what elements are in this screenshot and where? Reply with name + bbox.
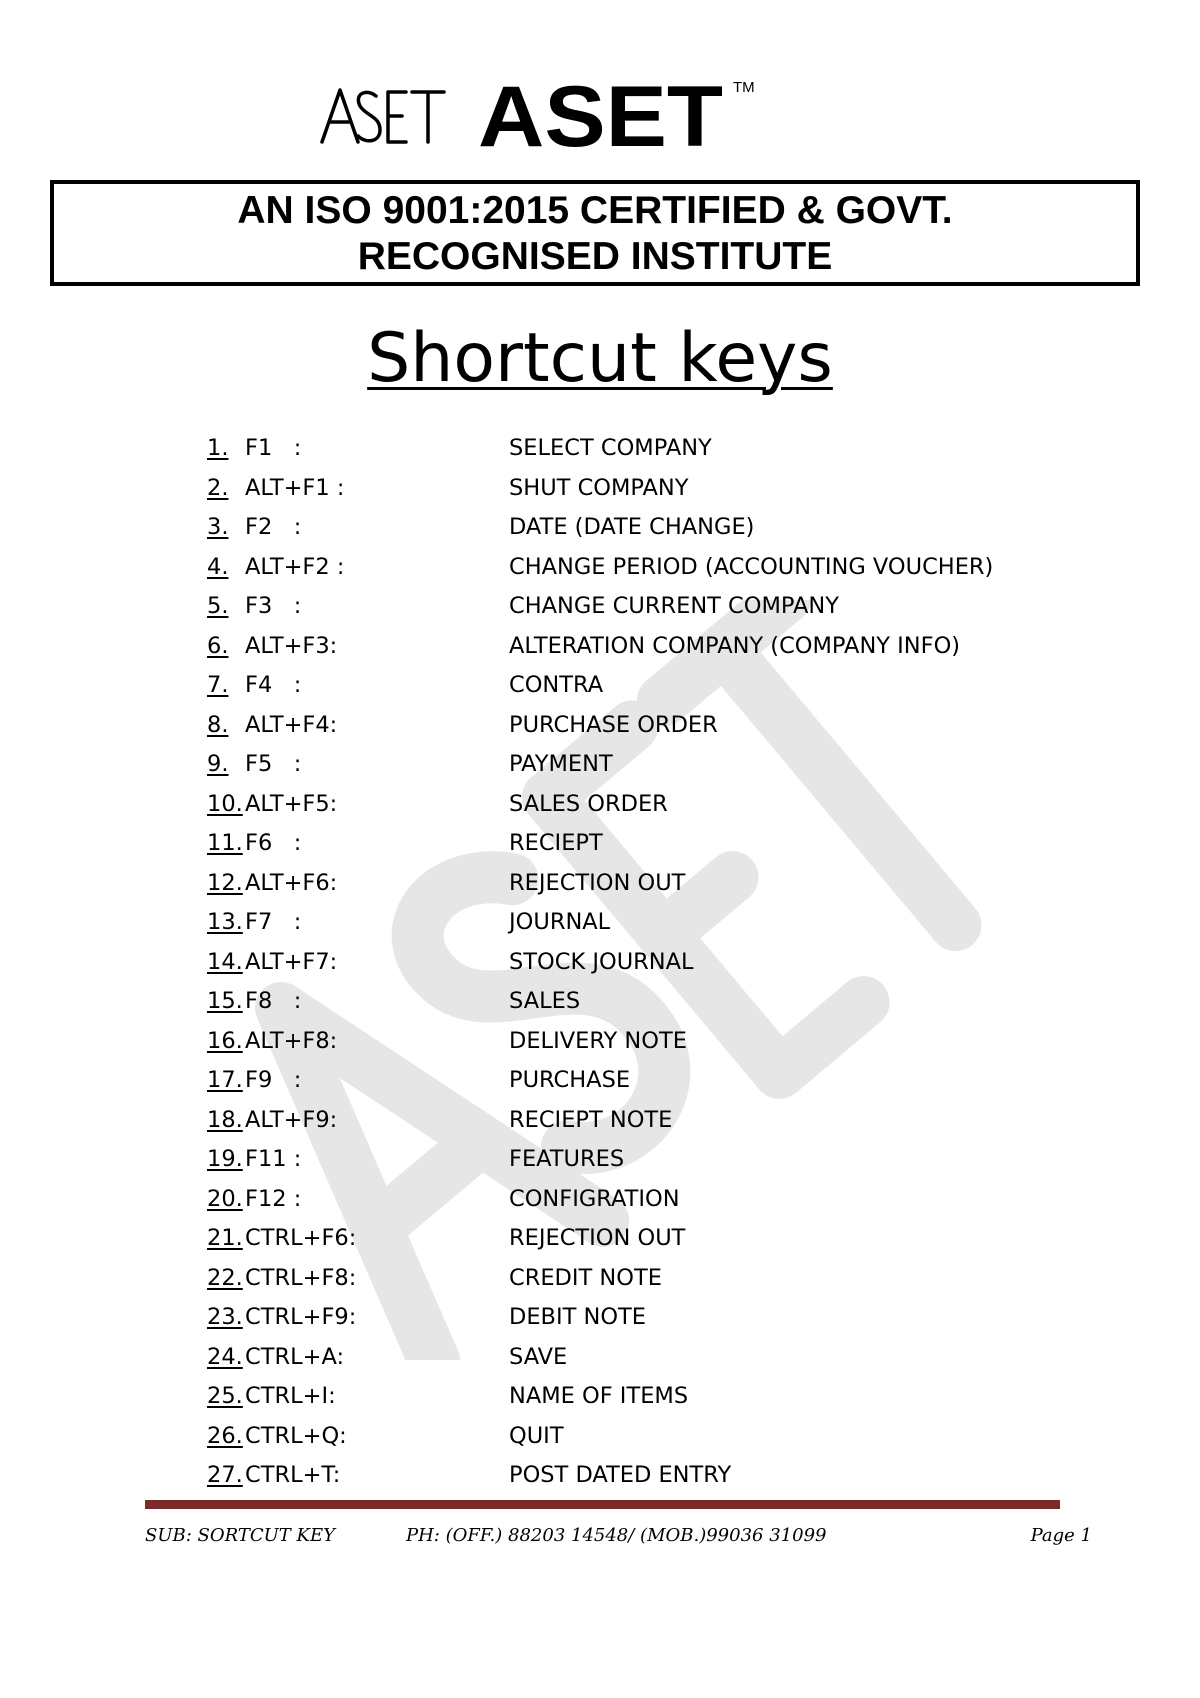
shortcut-number: 15. bbox=[207, 988, 243, 1014]
footer-phone: PH: (OFF.) 88203 14548/ (MOB.)99036 31099 bbox=[406, 1525, 827, 1546]
shortcut-action: SAVE bbox=[509, 1343, 568, 1370]
shortcut-row bbox=[207, 666, 1107, 706]
shortcut-row bbox=[207, 1061, 1107, 1101]
shortcut-row bbox=[207, 864, 1107, 904]
shortcut-key: ALT+F2 : bbox=[245, 553, 345, 580]
shortcut-number: 11. bbox=[207, 830, 243, 856]
shortcut-number: 12. bbox=[207, 869, 243, 896]
shortcut-action: SALES ORDER bbox=[509, 790, 668, 817]
shortcut-key: F3 : bbox=[245, 593, 302, 619]
shortcut-number: 14. bbox=[207, 948, 243, 975]
shortcut-action: DEBIT NOTE bbox=[509, 1304, 647, 1330]
shortcut-action: SELECT COMPANY bbox=[509, 435, 712, 461]
shortcut-action: REJECTION OUT bbox=[509, 869, 686, 896]
shortcut-action: STOCK JOURNAL bbox=[509, 948, 694, 975]
shortcut-number: 25. bbox=[207, 1383, 243, 1409]
page-title: Shortcut keys bbox=[367, 319, 833, 398]
shortcut-action: SALES bbox=[509, 988, 581, 1014]
shortcut-number: 4. bbox=[207, 553, 229, 580]
shortcut-row bbox=[207, 1101, 1107, 1141]
shortcut-key: CTRL+Q: bbox=[245, 1422, 347, 1449]
shortcut-row bbox=[207, 1417, 1107, 1457]
page-footer bbox=[0, 1521, 1200, 1551]
shortcut-key: F2 : bbox=[245, 514, 302, 540]
logo-wordmark: ASET bbox=[478, 74, 723, 162]
shortcut-row bbox=[207, 469, 1107, 509]
shortcut-action: RECIEPT bbox=[509, 830, 603, 856]
aset-brand-logo bbox=[478, 74, 768, 162]
shortcut-key: F11 : bbox=[245, 1146, 302, 1172]
shortcut-action: CHANGE CURRENT COMPANY bbox=[509, 593, 839, 619]
shortcut-number: 17. bbox=[207, 1067, 243, 1093]
shortcut-row bbox=[207, 706, 1107, 746]
shortcut-key: F4 : bbox=[245, 672, 302, 698]
shortcut-number: 3. bbox=[207, 514, 229, 540]
shortcut-number: 19. bbox=[207, 1146, 243, 1172]
certification-line-1: AN ISO 9001:2015 CERTIFIED & GOVT. bbox=[237, 189, 953, 232]
shortcut-row bbox=[207, 824, 1107, 864]
shortcut-row bbox=[207, 627, 1107, 667]
certification-box bbox=[50, 180, 1140, 286]
shortcut-key: ALT+F6: bbox=[245, 869, 338, 896]
shortcut-key: F8 : bbox=[245, 988, 302, 1014]
shortcut-action: CONFIGRATION bbox=[509, 1185, 680, 1212]
shortcut-row bbox=[207, 1259, 1107, 1299]
shortcut-row bbox=[207, 785, 1107, 825]
shortcut-action: POST DATED ENTRY bbox=[509, 1462, 732, 1488]
shortcut-number: 2. bbox=[207, 474, 229, 501]
shortcut-action: ALTERATION COMPANY (COMPANY INFO) bbox=[509, 632, 961, 659]
shortcut-number: 26. bbox=[207, 1422, 243, 1449]
shortcut-number: 22. bbox=[207, 1264, 243, 1291]
shortcut-row bbox=[207, 1298, 1107, 1338]
shortcut-row bbox=[207, 429, 1107, 469]
shortcut-number: 18. bbox=[207, 1106, 243, 1133]
shortcut-key: ALT+F5: bbox=[245, 790, 338, 817]
shortcut-key: ALT+F1 : bbox=[245, 474, 345, 501]
shortcut-row bbox=[207, 1022, 1107, 1062]
shortcut-row bbox=[207, 1456, 1107, 1496]
shortcut-number: 10. bbox=[207, 790, 243, 817]
shortcut-row bbox=[207, 1219, 1107, 1259]
shortcut-key: F1 : bbox=[245, 435, 302, 461]
shortcut-action: DATE (DATE CHANGE) bbox=[509, 514, 755, 540]
shortcut-action: PURCHASE ORDER bbox=[509, 711, 718, 738]
shortcut-row bbox=[207, 1140, 1107, 1180]
shortcut-action: CHANGE PERIOD (ACCOUNTING VOUCHER) bbox=[509, 553, 994, 580]
shortcut-number: 23. bbox=[207, 1304, 243, 1330]
shortcut-key: ALT+F3: bbox=[245, 632, 338, 659]
shortcut-key: F7 : bbox=[245, 909, 302, 935]
shortcut-key: F6 : bbox=[245, 830, 302, 856]
shortcut-key: F9 : bbox=[245, 1067, 302, 1093]
shortcut-number: 1. bbox=[207, 435, 229, 461]
shortcut-action: FEATURES bbox=[509, 1146, 625, 1172]
shortcut-number: 7. bbox=[207, 672, 229, 698]
shortcut-row bbox=[207, 943, 1107, 983]
shortcut-row bbox=[207, 548, 1107, 588]
shortcut-key: ALT+F8: bbox=[245, 1027, 338, 1054]
shortcut-action: DELIVERY NOTE bbox=[509, 1027, 687, 1054]
shortcut-number: 8. bbox=[207, 711, 229, 738]
shortcut-row bbox=[207, 508, 1107, 548]
footer-page-number: Page 1 bbox=[1030, 1525, 1092, 1546]
header-logos bbox=[318, 74, 778, 164]
trademark-symbol: TM bbox=[733, 79, 755, 96]
shortcut-number: 24. bbox=[207, 1343, 243, 1370]
certification-line-2: RECOGNISED INSTITUTE bbox=[357, 235, 833, 278]
shortcut-action: JOURNAL bbox=[509, 909, 611, 935]
shortcut-action: QUIT bbox=[509, 1422, 564, 1449]
shortcut-key: CTRL+F8: bbox=[245, 1264, 357, 1291]
shortcut-action: CREDIT NOTE bbox=[509, 1264, 662, 1291]
shortcut-key: F5 : bbox=[245, 751, 302, 777]
shortcut-key: F12 : bbox=[245, 1185, 302, 1212]
shortcut-row bbox=[207, 587, 1107, 627]
shortcut-list bbox=[207, 429, 1107, 1496]
shortcut-key: ALT+F4: bbox=[245, 711, 338, 738]
shortcut-row bbox=[207, 903, 1107, 943]
shortcut-key: CTRL+I: bbox=[245, 1383, 336, 1409]
shortcut-number: 21. bbox=[207, 1225, 243, 1251]
shortcut-row bbox=[207, 1377, 1107, 1417]
shortcut-number: 27. bbox=[207, 1462, 243, 1488]
shortcut-key: CTRL+A: bbox=[245, 1343, 345, 1370]
shortcut-number: 13. bbox=[207, 909, 243, 935]
shortcut-key: ALT+F7: bbox=[245, 948, 338, 975]
shortcut-key: CTRL+T: bbox=[245, 1462, 341, 1488]
shortcut-number: 5. bbox=[207, 593, 229, 619]
shortcut-action: RECIEPT NOTE bbox=[509, 1106, 673, 1133]
shortcut-action: PAYMENT bbox=[509, 751, 613, 777]
shortcut-number: 6. bbox=[207, 632, 229, 659]
shortcut-action: PURCHASE bbox=[509, 1067, 631, 1093]
shortcut-number: 20. bbox=[207, 1185, 243, 1212]
aset-outline-logo bbox=[318, 84, 446, 148]
shortcut-key: CTRL+F9: bbox=[245, 1304, 357, 1330]
shortcut-row bbox=[207, 1180, 1107, 1220]
shortcut-action: CONTRA bbox=[509, 672, 604, 698]
shortcut-row bbox=[207, 1338, 1107, 1378]
shortcut-row bbox=[207, 745, 1107, 785]
shortcut-number: 16. bbox=[207, 1027, 243, 1054]
footer-subject: SUB: SORTCUT KEY bbox=[145, 1525, 335, 1546]
shortcut-action: REJECTION OUT bbox=[509, 1225, 686, 1251]
shortcut-key: ALT+F9: bbox=[245, 1106, 338, 1133]
shortcut-action: SHUT COMPANY bbox=[509, 474, 689, 501]
shortcut-number: 9. bbox=[207, 751, 229, 777]
footer-divider bbox=[145, 1500, 1060, 1509]
shortcut-key: CTRL+F6: bbox=[245, 1225, 357, 1251]
shortcut-action: NAME OF ITEMS bbox=[509, 1383, 689, 1409]
shortcut-row bbox=[207, 982, 1107, 1022]
